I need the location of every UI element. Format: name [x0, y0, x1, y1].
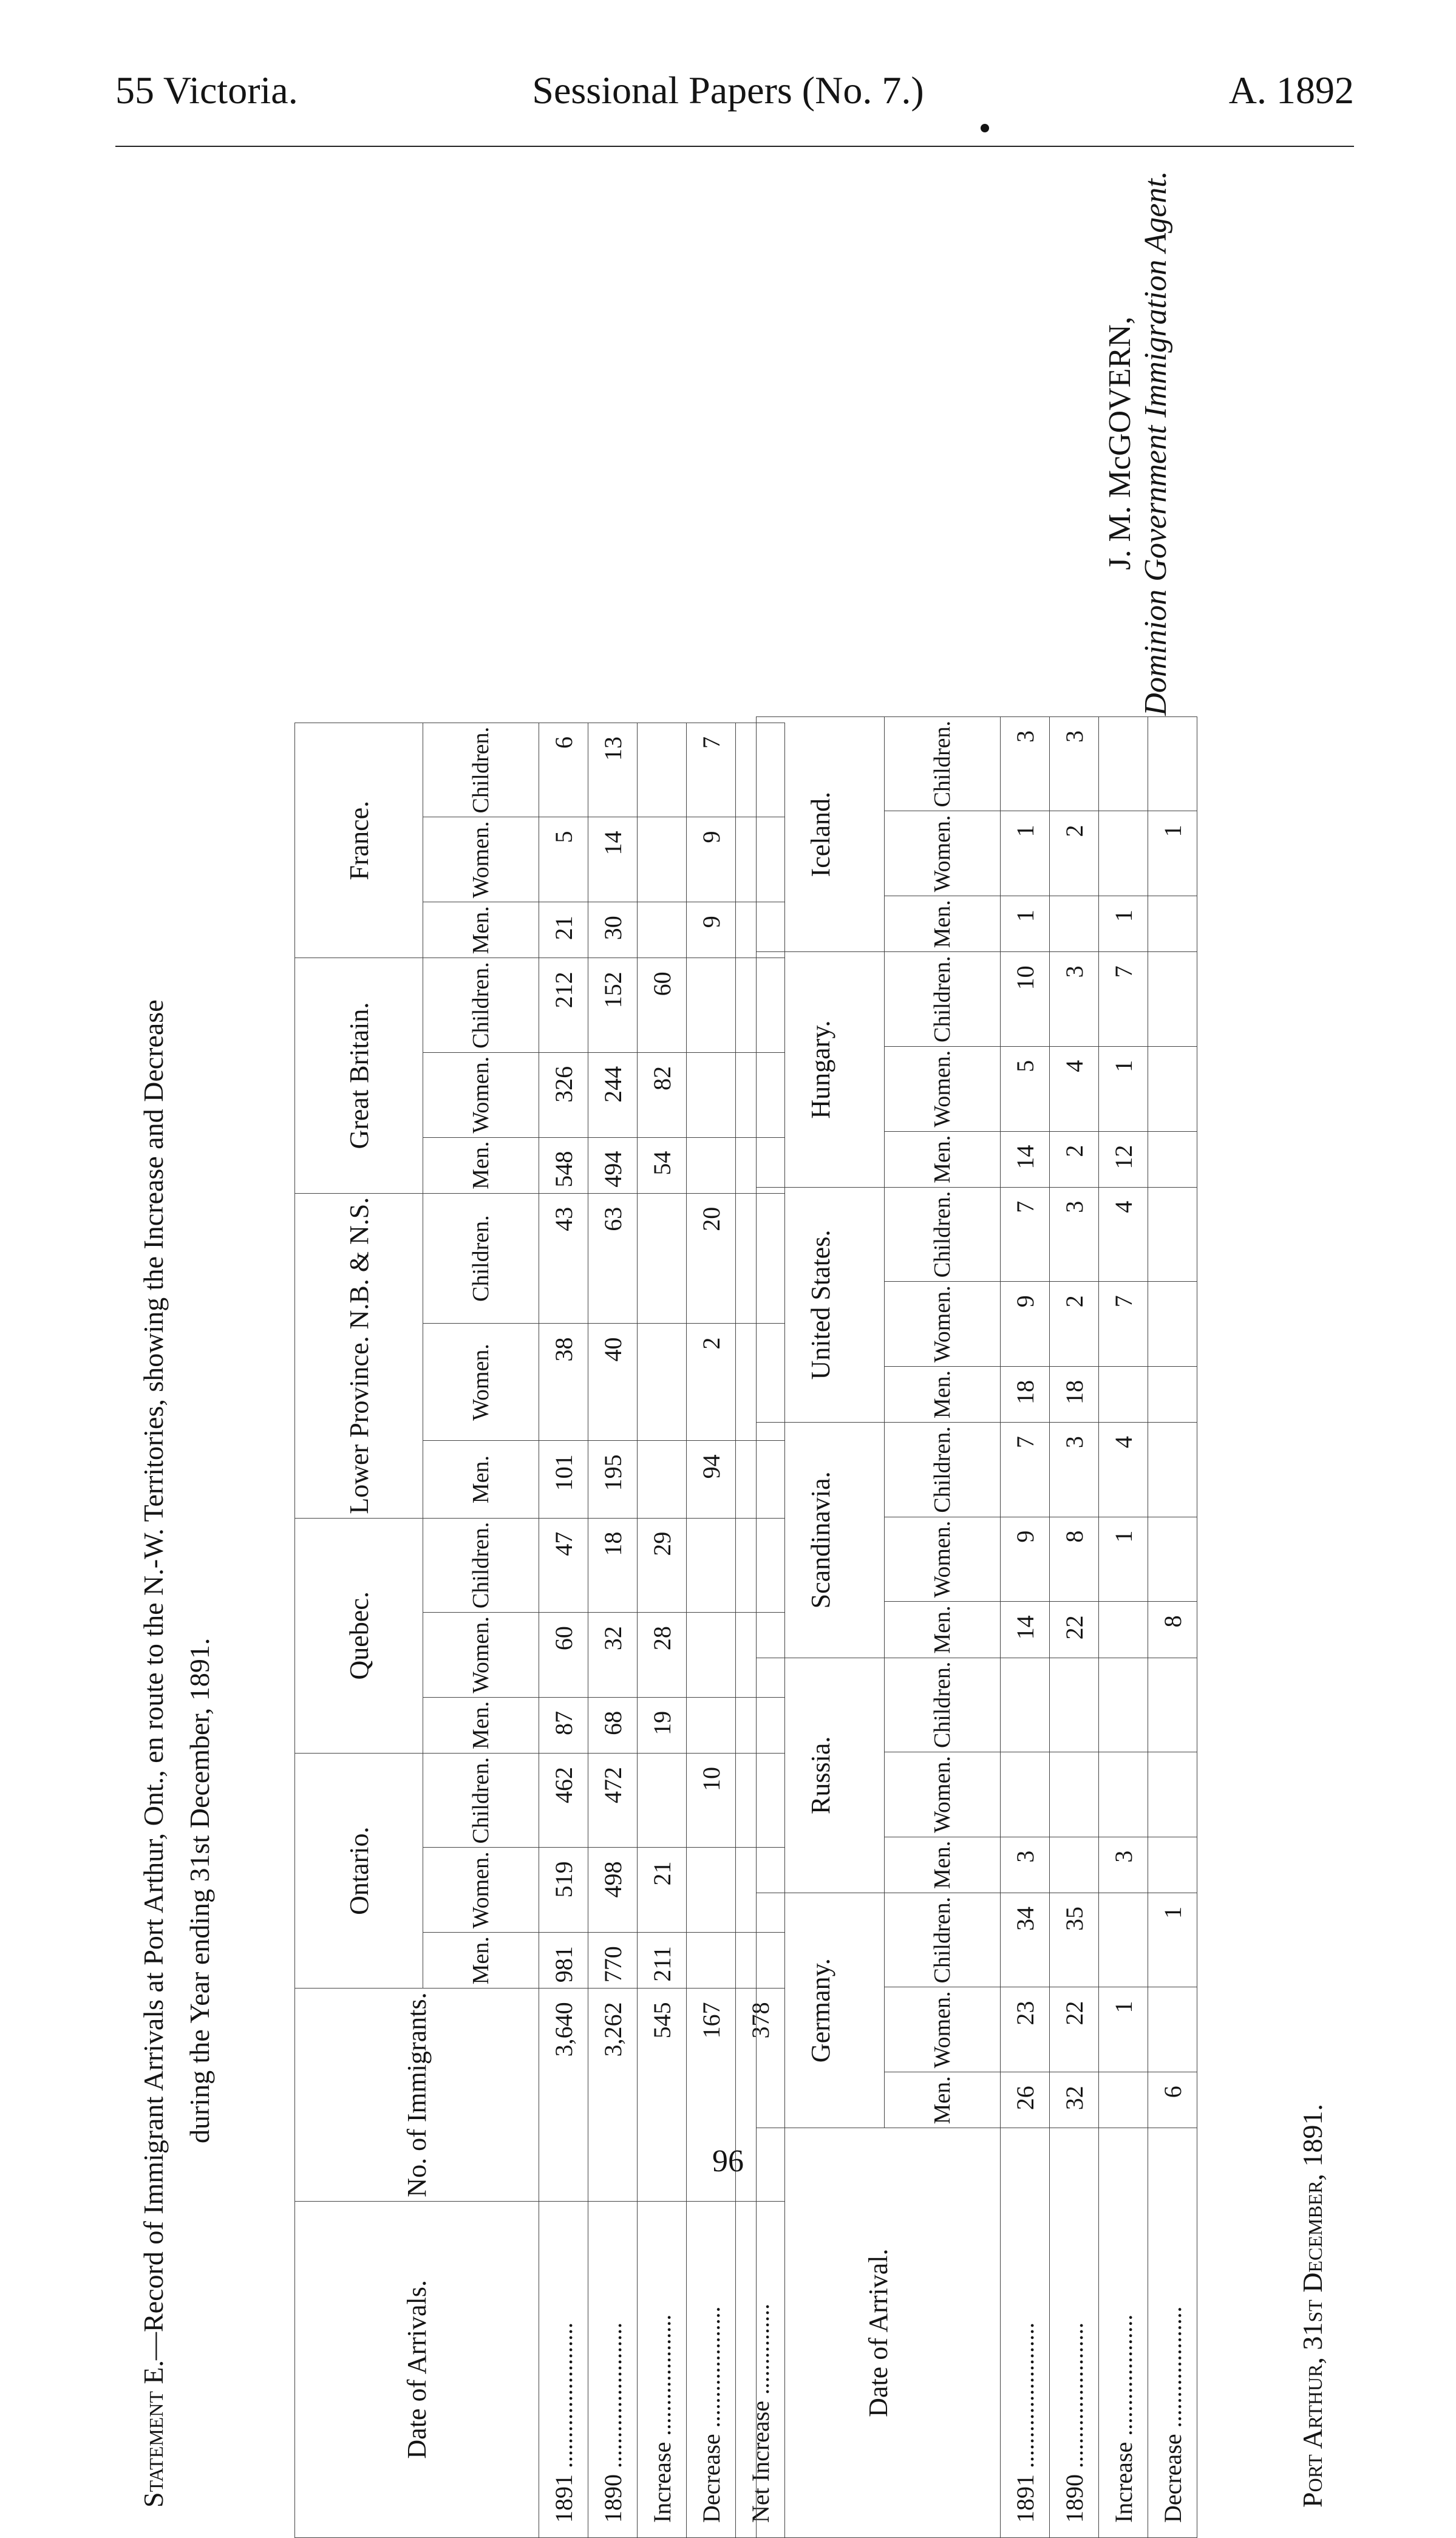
sub-header: Men. [885, 1837, 1001, 1893]
table-cell: 3 [1099, 1837, 1148, 1893]
table-cell: 3 [1050, 952, 1099, 1046]
sub-header: Men. [423, 1137, 539, 1193]
table-cell: 94 [687, 1441, 736, 1518]
sub-header: Children. [885, 1187, 1001, 1281]
table-cell: 34 [1001, 1893, 1050, 1987]
group-header: Iceland. [757, 717, 885, 952]
table-cell [687, 1697, 736, 1753]
table-cell [1099, 1367, 1148, 1423]
table-cell: 14 [1001, 1131, 1050, 1187]
sub-header: Children. [423, 1193, 539, 1324]
table-cell [1050, 1658, 1099, 1752]
sub-header: Men. [885, 1131, 1001, 1187]
table-cell: 13 [588, 723, 638, 817]
table-cell [1148, 1517, 1197, 1602]
table-cell: 981 [539, 1933, 588, 1989]
table-cell: 28 [638, 1613, 687, 1698]
table-cell: 152 [588, 958, 638, 1052]
total-cell: 3,640 [539, 1989, 588, 2201]
sub-header: Children. [885, 1423, 1001, 1517]
table-cell [687, 1933, 736, 1989]
table-cell: 3 [1001, 1837, 1050, 1893]
row-label: Increase .................... [638, 2201, 687, 2537]
sub-header: Women. [423, 1052, 539, 1137]
table-row [687, 723, 736, 2538]
table-cell: 1 [1001, 896, 1050, 952]
table-cell [1148, 1282, 1197, 1367]
sub-header: Men. [885, 1602, 1001, 1658]
date-header: Date of Arrival. [757, 2128, 1001, 2538]
sub-header: Children. [885, 1893, 1001, 1987]
total-cell: 545 [638, 1989, 687, 2201]
sub-header: Men. [423, 1697, 539, 1753]
table-cell: 1 [1099, 1517, 1148, 1602]
table-cell: 4 [1050, 1046, 1099, 1131]
table-cell: 19 [638, 1697, 687, 1753]
table-cell: 5 [539, 817, 588, 902]
table-cell [638, 902, 687, 958]
table-cell [638, 1193, 687, 1324]
table-cell: 6 [539, 723, 588, 817]
group-header: Russia. [757, 1658, 885, 1893]
table-cell: 7 [687, 723, 736, 817]
table-cell: 1 [1099, 1046, 1148, 1131]
immigrants-table-2 [756, 716, 1197, 2538]
row-label: 1890 ........................ [588, 2201, 638, 2537]
table-cell [1099, 1602, 1148, 1658]
title-line-2: during the Year ending 31st December, 1891. [184, 1638, 215, 2143]
row-label: 1891 ........................ [1001, 2128, 1050, 2538]
place-date: Port Arthur, 31st December, 1891. [1297, 2103, 1328, 2508]
table-row [1001, 717, 1050, 2538]
table-cell [687, 1137, 736, 1193]
table-cell [1148, 1187, 1197, 1281]
group-header: United States. [757, 1187, 885, 1422]
table-cell: 18 [588, 1518, 638, 1612]
table-cell: 30 [588, 902, 638, 958]
table-cell: 40 [588, 1324, 638, 1441]
row-label: Net Increase ............... [736, 2201, 785, 2537]
table-cell: 20 [687, 1193, 736, 1324]
table-cell: 1 [1099, 1987, 1148, 2072]
table-cell: 498 [588, 1848, 638, 1933]
table-row [1099, 717, 1148, 2538]
table-cell: 4 [1099, 1423, 1148, 1517]
table-cell [1148, 1658, 1197, 1752]
table-cell: 1 [1148, 811, 1197, 896]
table-cell: 8 [1050, 1517, 1099, 1602]
table-cell [1148, 952, 1197, 1046]
sub-header: Men. [423, 902, 539, 958]
table-cell: 18 [1001, 1367, 1050, 1423]
table-cell: 21 [638, 1848, 687, 1933]
table-cell: 7 [1001, 1423, 1050, 1517]
sub-header: Women. [885, 1046, 1001, 1131]
table-cell: 54 [638, 1137, 687, 1193]
statement-label: Statement E. [138, 2360, 169, 2508]
table-cell [687, 958, 736, 1052]
sub-header: Women. [885, 1987, 1001, 2072]
table-cell: 23 [1001, 1987, 1050, 2072]
signature-block [1102, 140, 1174, 747]
header-center: Sessional Papers (No. 7.) [532, 69, 924, 112]
sub-header: Women. [423, 1324, 539, 1441]
table-cell [1050, 896, 1099, 952]
group-header: Great Britain. [295, 958, 423, 1193]
sub-header: Men. [885, 1367, 1001, 1423]
sub-header: Children. [423, 1518, 539, 1612]
total-header: No. of Immigrants. [295, 1989, 539, 2201]
table-cell: 2 [1050, 1282, 1099, 1367]
row-label: 1890 ........................ [1050, 2128, 1099, 2538]
table-cell: 10 [687, 1754, 736, 1848]
table-cell [1148, 1046, 1197, 1131]
table-cell: 2 [1050, 811, 1099, 896]
table-cell: 2 [687, 1324, 736, 1441]
table-row [588, 723, 638, 2538]
group-header: Quebec. [295, 1518, 423, 1753]
table-cell: 14 [1001, 1602, 1050, 1658]
table-row [638, 723, 687, 2538]
table-cell [638, 1324, 687, 1441]
sub-header: Children. [423, 958, 539, 1052]
group-header: France. [295, 723, 423, 958]
table-cell: 195 [588, 1441, 638, 1518]
table-cell: 35 [1050, 1893, 1099, 1987]
table-cell [687, 1613, 736, 1698]
sub-header: Children. [885, 952, 1001, 1046]
table-cell: 7 [1099, 1282, 1148, 1367]
row-label: 1891 ........................ [539, 2201, 588, 2537]
table-cell [1050, 1837, 1099, 1893]
header-left: 55 Victoria. [115, 69, 298, 112]
table-cell: 2 [1050, 1131, 1099, 1187]
table-cell: 9 [1001, 1282, 1050, 1367]
group-header: Hungary. [757, 952, 885, 1187]
sub-header: Children. [423, 1754, 539, 1848]
table-cell: 60 [638, 958, 687, 1052]
table-cell: 1 [1001, 811, 1050, 896]
table-cell: 1 [1148, 1893, 1197, 1987]
table-cell: 12 [1099, 1131, 1148, 1187]
sub-header: Women. [885, 1282, 1001, 1367]
total-cell: 378 [736, 1989, 785, 2201]
table-cell: 32 [1050, 2072, 1099, 2128]
table-cell [1148, 1752, 1197, 1837]
total-cell: 167 [687, 1989, 736, 2201]
table-cell: 3 [1050, 717, 1099, 811]
table-cell: 3 [1001, 717, 1050, 811]
table-cell: 22 [1050, 1602, 1099, 1658]
table-cell: 244 [588, 1052, 638, 1137]
table-cell [687, 1848, 736, 1933]
table-row [539, 723, 588, 2538]
table-cell: 6 [1148, 2072, 1197, 2128]
table-cell: 47 [539, 1518, 588, 1612]
table-cell: 68 [588, 1697, 638, 1753]
table-cell [687, 1518, 736, 1612]
table-cell: 472 [588, 1754, 638, 1848]
table-cell: 82 [638, 1052, 687, 1137]
table-cell: 101 [539, 1441, 588, 1518]
sub-header: Children. [885, 1658, 1001, 1752]
table-cell: 14 [588, 817, 638, 902]
table-cell [638, 723, 687, 817]
table-cell: 38 [539, 1324, 588, 1441]
table-cell: 60 [539, 1613, 588, 1698]
table-cell: 29 [638, 1518, 687, 1612]
table-cell: 63 [588, 1193, 638, 1324]
table-cell: 87 [539, 1697, 588, 1753]
table-cell [1099, 2072, 1148, 2128]
table-cell: 462 [539, 1754, 588, 1848]
table-cell: 770 [588, 1933, 638, 1989]
sub-header: Women. [885, 811, 1001, 896]
row-label: Decrease .................... [687, 2201, 736, 2537]
table-cell: 7 [1099, 952, 1148, 1046]
immigrants-table-1 [294, 723, 785, 2538]
signer-role: Dominion Government Immigration Agent. [1138, 171, 1173, 716]
table-cell [1148, 896, 1197, 952]
table-cell: 211 [638, 1933, 687, 1989]
table-cell: 548 [539, 1137, 588, 1193]
sub-header: Women. [423, 817, 539, 902]
table-cell: 10 [1001, 952, 1050, 1046]
table-cell: 494 [588, 1137, 638, 1193]
table-cell [1148, 1367, 1197, 1423]
table-cell: 43 [539, 1193, 588, 1324]
group-header: Germany. [757, 1893, 885, 2128]
table-cell: 9 [687, 817, 736, 902]
table-row [1148, 717, 1197, 2538]
sub-header: Women. [423, 1848, 539, 1933]
table-cell [1099, 1893, 1148, 1987]
total-cell: 3,262 [588, 1989, 638, 2201]
table-row [1050, 717, 1099, 2538]
sub-header: Women. [423, 1613, 539, 1698]
table-cell [1001, 1752, 1050, 1837]
table-cell: 519 [539, 1848, 588, 1933]
table-cell [1148, 1423, 1197, 1517]
table-cell: 3 [1050, 1423, 1099, 1517]
date-header: Date of Arrivals. [295, 2201, 539, 2537]
table-cell [638, 1754, 687, 1848]
table-cell: 18 [1050, 1367, 1099, 1423]
table-cell: 7 [1001, 1187, 1050, 1281]
table-cell [1099, 811, 1148, 896]
sub-header: Men. [423, 1441, 539, 1518]
group-header: Scandinavia. [757, 1423, 885, 1658]
table-cell [687, 1052, 736, 1137]
table-cell [1148, 1837, 1197, 1893]
sub-header: Men. [423, 1933, 539, 1989]
sub-header: Men. [885, 896, 1001, 952]
row-label: Decrease .................... [1148, 2128, 1197, 2538]
table-cell: 4 [1099, 1187, 1148, 1281]
table-cell [1148, 1131, 1197, 1187]
table-cell: 9 [687, 902, 736, 958]
table-cell: 212 [539, 958, 588, 1052]
signer-name: J. M. McGOVERN, [1103, 316, 1137, 570]
table-cell: 5 [1001, 1046, 1050, 1131]
row-label: Increase .................... [1099, 2128, 1148, 2538]
sub-header: Children. [423, 723, 539, 817]
table-cell [1099, 1658, 1148, 1752]
table-cell: 9 [1001, 1517, 1050, 1602]
table-cell: 26 [1001, 2072, 1050, 2128]
group-header: Lower Province. N.B. & N.S. [295, 1193, 423, 1518]
table-cell [1099, 1752, 1148, 1837]
table-cell [1001, 1658, 1050, 1752]
table-cell [1148, 1987, 1197, 2072]
sub-header: Women. [885, 1517, 1001, 1602]
group-header: Ontario. [295, 1754, 423, 1989]
sub-header: Women. [885, 1752, 1001, 1837]
table-cell: 3 [1050, 1187, 1099, 1281]
title-line-1: —Record of Immigrant Arrivals at Port Arthur, Ont., en route to the N.-W. Territories, showing the Increase and Decrease [138, 999, 169, 2361]
page-number: 96 [712, 2144, 744, 2179]
table-cell: 1 [1099, 896, 1148, 952]
table-cell [1050, 1752, 1099, 1837]
sub-header: Children. [885, 717, 1001, 811]
sub-header: Men. [885, 2072, 1001, 2128]
table-cell [638, 1441, 687, 1518]
table-cell [638, 817, 687, 902]
table-cell: 21 [539, 902, 588, 958]
header-right: A. 1892 [1228, 69, 1354, 112]
table-cell: 8 [1148, 1602, 1197, 1658]
table-cell: 32 [588, 1613, 638, 1698]
table-cell: 326 [539, 1052, 588, 1137]
table-cell: 22 [1050, 1987, 1099, 2072]
